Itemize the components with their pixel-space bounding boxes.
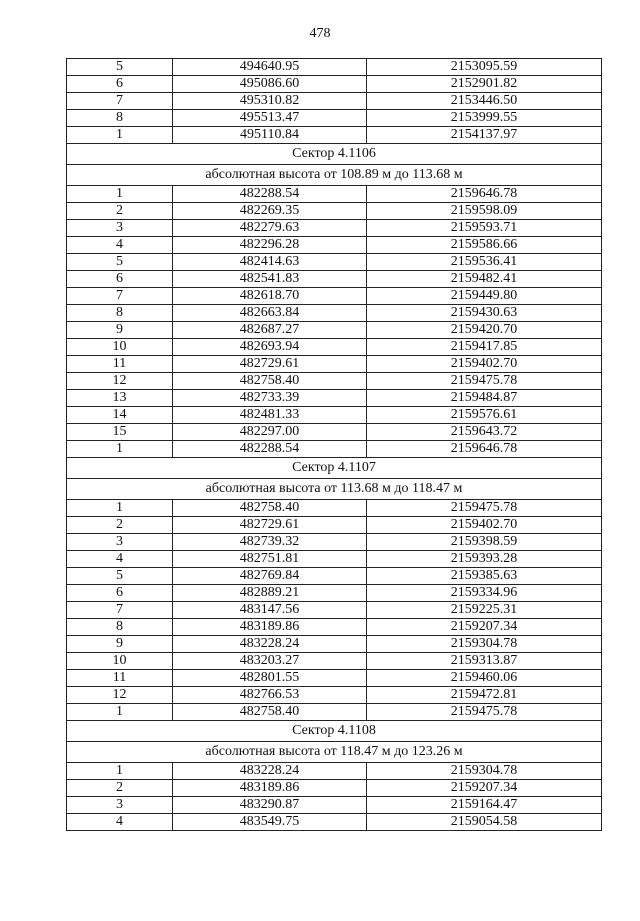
x-coordinate-cell: 482663.84 bbox=[173, 305, 367, 322]
point-number-cell: 10 bbox=[67, 653, 173, 670]
point-number-cell: 1 bbox=[67, 186, 173, 203]
x-coordinate-cell: 482729.61 bbox=[173, 517, 367, 534]
point-number-cell: 6 bbox=[67, 271, 173, 288]
x-coordinate-cell: 482766.53 bbox=[173, 687, 367, 704]
y-coordinate-cell: 2159304.78 bbox=[367, 763, 602, 780]
table-row bbox=[67, 797, 602, 814]
table-row bbox=[67, 305, 602, 322]
table-row bbox=[67, 93, 602, 110]
point-number-cell: 3 bbox=[67, 220, 173, 237]
table-row bbox=[67, 653, 602, 670]
point-number-cell: 11 bbox=[67, 356, 173, 373]
y-coordinate-cell: 2153999.55 bbox=[367, 110, 602, 127]
point-number-cell: 8 bbox=[67, 619, 173, 636]
table-row bbox=[67, 568, 602, 585]
section-header-row bbox=[67, 165, 602, 186]
y-coordinate-cell: 2159225.31 bbox=[367, 602, 602, 619]
y-coordinate-cell: 2159430.63 bbox=[367, 305, 602, 322]
coordinates-table bbox=[66, 58, 602, 831]
y-coordinate-cell: 2159643.72 bbox=[367, 424, 602, 441]
x-coordinate-cell: 482541.83 bbox=[173, 271, 367, 288]
point-number-cell: 7 bbox=[67, 288, 173, 305]
table-row bbox=[67, 687, 602, 704]
point-number-cell: 9 bbox=[67, 322, 173, 339]
y-coordinate-cell: 2159398.59 bbox=[367, 534, 602, 551]
y-coordinate-cell: 2152901.82 bbox=[367, 76, 602, 93]
point-number-cell: 4 bbox=[67, 814, 173, 831]
point-number-cell: 14 bbox=[67, 407, 173, 424]
x-coordinate-cell: 482687.27 bbox=[173, 322, 367, 339]
x-coordinate-cell: 482733.39 bbox=[173, 390, 367, 407]
table-row bbox=[67, 76, 602, 93]
section-header-row bbox=[67, 458, 602, 479]
y-coordinate-cell: 2159646.78 bbox=[367, 186, 602, 203]
section-header-row bbox=[67, 479, 602, 500]
point-number-cell: 11 bbox=[67, 670, 173, 687]
x-coordinate-cell: 482889.21 bbox=[173, 585, 367, 602]
x-coordinate-cell: 483549.75 bbox=[173, 814, 367, 831]
point-number-cell: 4 bbox=[67, 551, 173, 568]
x-coordinate-cell: 482481.33 bbox=[173, 407, 367, 424]
y-coordinate-cell: 2159475.78 bbox=[367, 500, 602, 517]
y-coordinate-cell: 2159449.80 bbox=[367, 288, 602, 305]
table-row bbox=[67, 407, 602, 424]
y-coordinate-cell: 2159475.78 bbox=[367, 373, 602, 390]
table-row bbox=[67, 670, 602, 687]
section-title: Сектор 4.1106 bbox=[67, 144, 602, 165]
table-row bbox=[67, 763, 602, 780]
y-coordinate-cell: 2159393.28 bbox=[367, 551, 602, 568]
x-coordinate-cell: 495310.82 bbox=[173, 93, 367, 110]
x-coordinate-cell: 483189.86 bbox=[173, 780, 367, 797]
point-number-cell: 5 bbox=[67, 254, 173, 271]
y-coordinate-cell: 2159484.87 bbox=[367, 390, 602, 407]
y-coordinate-cell: 2159417.85 bbox=[367, 339, 602, 356]
section-title: Сектор 4.1107 bbox=[67, 458, 602, 479]
x-coordinate-cell: 482618.70 bbox=[173, 288, 367, 305]
x-coordinate-cell: 482693.94 bbox=[173, 339, 367, 356]
y-coordinate-cell: 2159313.87 bbox=[367, 653, 602, 670]
x-coordinate-cell: 482414.63 bbox=[173, 254, 367, 271]
y-coordinate-cell: 2159334.96 bbox=[367, 585, 602, 602]
y-coordinate-cell: 2159475.78 bbox=[367, 704, 602, 721]
table-row bbox=[67, 441, 602, 458]
point-number-cell: 1 bbox=[67, 127, 173, 144]
table-row bbox=[67, 500, 602, 517]
y-coordinate-cell: 2159207.34 bbox=[367, 619, 602, 636]
table-row bbox=[67, 373, 602, 390]
section-title: абсолютная высота от 113.68 м до 118.47 м bbox=[67, 479, 602, 500]
x-coordinate-cell: 483189.86 bbox=[173, 619, 367, 636]
point-number-cell: 15 bbox=[67, 424, 173, 441]
table-row bbox=[67, 619, 602, 636]
point-number-cell: 3 bbox=[67, 797, 173, 814]
y-coordinate-cell: 2159536.41 bbox=[367, 254, 602, 271]
y-coordinate-cell: 2159598.09 bbox=[367, 203, 602, 220]
point-number-cell: 1 bbox=[67, 500, 173, 517]
point-number-cell: 1 bbox=[67, 441, 173, 458]
point-number-cell: 12 bbox=[67, 687, 173, 704]
table-row bbox=[67, 203, 602, 220]
table-row bbox=[67, 271, 602, 288]
x-coordinate-cell: 495513.47 bbox=[173, 110, 367, 127]
x-coordinate-cell: 482758.40 bbox=[173, 500, 367, 517]
x-coordinate-cell: 482288.54 bbox=[173, 441, 367, 458]
page-number: 478 bbox=[309, 26, 331, 41]
x-coordinate-cell: 482739.32 bbox=[173, 534, 367, 551]
y-coordinate-cell: 2153446.50 bbox=[367, 93, 602, 110]
x-coordinate-cell: 482729.61 bbox=[173, 356, 367, 373]
section-header-row bbox=[67, 721, 602, 742]
table-row bbox=[67, 110, 602, 127]
section-header-row bbox=[67, 144, 602, 165]
point-number-cell: 8 bbox=[67, 110, 173, 127]
table-row bbox=[67, 636, 602, 653]
point-number-cell: 10 bbox=[67, 339, 173, 356]
point-number-cell: 4 bbox=[67, 237, 173, 254]
table-row bbox=[67, 602, 602, 619]
x-coordinate-cell: 482296.28 bbox=[173, 237, 367, 254]
x-coordinate-cell: 482801.55 bbox=[173, 670, 367, 687]
x-coordinate-cell: 495110.84 bbox=[173, 127, 367, 144]
table-row bbox=[67, 322, 602, 339]
y-coordinate-cell: 2159472.81 bbox=[367, 687, 602, 704]
x-coordinate-cell: 482288.54 bbox=[173, 186, 367, 203]
x-coordinate-cell: 483228.24 bbox=[173, 636, 367, 653]
table-row bbox=[67, 254, 602, 271]
point-number-cell: 5 bbox=[67, 59, 173, 76]
point-number-cell: 12 bbox=[67, 373, 173, 390]
y-coordinate-cell: 2159385.63 bbox=[367, 568, 602, 585]
section-title: абсолютная высота от 118.47 м до 123.26 м bbox=[67, 742, 602, 763]
point-number-cell: 8 bbox=[67, 305, 173, 322]
y-coordinate-cell: 2159207.34 bbox=[367, 780, 602, 797]
table-row bbox=[67, 237, 602, 254]
table-row bbox=[67, 127, 602, 144]
point-number-cell: 6 bbox=[67, 76, 173, 93]
x-coordinate-cell: 483147.56 bbox=[173, 602, 367, 619]
point-number-cell: 6 bbox=[67, 585, 173, 602]
x-coordinate-cell: 495086.60 bbox=[173, 76, 367, 93]
x-coordinate-cell: 483228.24 bbox=[173, 763, 367, 780]
table-row bbox=[67, 551, 602, 568]
coordinates-table-body bbox=[67, 59, 602, 831]
y-coordinate-cell: 2159460.06 bbox=[367, 670, 602, 687]
table-row bbox=[67, 780, 602, 797]
section-title: Сектор 4.1108 bbox=[67, 721, 602, 742]
point-number-cell: 13 bbox=[67, 390, 173, 407]
table-row bbox=[67, 814, 602, 831]
y-coordinate-cell: 2159586.66 bbox=[367, 237, 602, 254]
y-coordinate-cell: 2159482.41 bbox=[367, 271, 602, 288]
y-coordinate-cell: 2159054.58 bbox=[367, 814, 602, 831]
x-coordinate-cell: 482279.63 bbox=[173, 220, 367, 237]
point-number-cell: 2 bbox=[67, 203, 173, 220]
point-number-cell: 1 bbox=[67, 704, 173, 721]
x-coordinate-cell: 482769.84 bbox=[173, 568, 367, 585]
x-coordinate-cell: 482297.00 bbox=[173, 424, 367, 441]
y-coordinate-cell: 2153095.59 bbox=[367, 59, 602, 76]
y-coordinate-cell: 2159420.70 bbox=[367, 322, 602, 339]
table-row bbox=[67, 424, 602, 441]
x-coordinate-cell: 482758.40 bbox=[173, 373, 367, 390]
point-number-cell: 9 bbox=[67, 636, 173, 653]
point-number-cell: 7 bbox=[67, 93, 173, 110]
x-coordinate-cell: 483203.27 bbox=[173, 653, 367, 670]
y-coordinate-cell: 2159646.78 bbox=[367, 441, 602, 458]
point-number-cell: 7 bbox=[67, 602, 173, 619]
table-row bbox=[67, 59, 602, 76]
x-coordinate-cell: 494640.95 bbox=[173, 59, 367, 76]
section-header-row bbox=[67, 742, 602, 763]
table-row bbox=[67, 288, 602, 305]
x-coordinate-cell: 482269.35 bbox=[173, 203, 367, 220]
table-row bbox=[67, 534, 602, 551]
point-number-cell: 2 bbox=[67, 517, 173, 534]
table-row bbox=[67, 339, 602, 356]
table-row bbox=[67, 186, 602, 203]
y-coordinate-cell: 2159576.61 bbox=[367, 407, 602, 424]
point-number-cell: 5 bbox=[67, 568, 173, 585]
table-row bbox=[67, 517, 602, 534]
y-coordinate-cell: 2159593.71 bbox=[367, 220, 602, 237]
y-coordinate-cell: 2159304.78 bbox=[367, 636, 602, 653]
y-coordinate-cell: 2159164.47 bbox=[367, 797, 602, 814]
table-row bbox=[67, 585, 602, 602]
table-row bbox=[67, 220, 602, 237]
point-number-cell: 1 bbox=[67, 763, 173, 780]
x-coordinate-cell: 482751.81 bbox=[173, 551, 367, 568]
section-title: абсолютная высота от 108.89 м до 113.68 м bbox=[67, 165, 602, 186]
point-number-cell: 2 bbox=[67, 780, 173, 797]
table-row bbox=[67, 390, 602, 407]
point-number-cell: 3 bbox=[67, 534, 173, 551]
x-coordinate-cell: 483290.87 bbox=[173, 797, 367, 814]
y-coordinate-cell: 2159402.70 bbox=[367, 517, 602, 534]
y-coordinate-cell: 2154137.97 bbox=[367, 127, 602, 144]
y-coordinate-cell: 2159402.70 bbox=[367, 356, 602, 373]
table-row bbox=[67, 356, 602, 373]
x-coordinate-cell: 482758.40 bbox=[173, 704, 367, 721]
table-row bbox=[67, 704, 602, 721]
